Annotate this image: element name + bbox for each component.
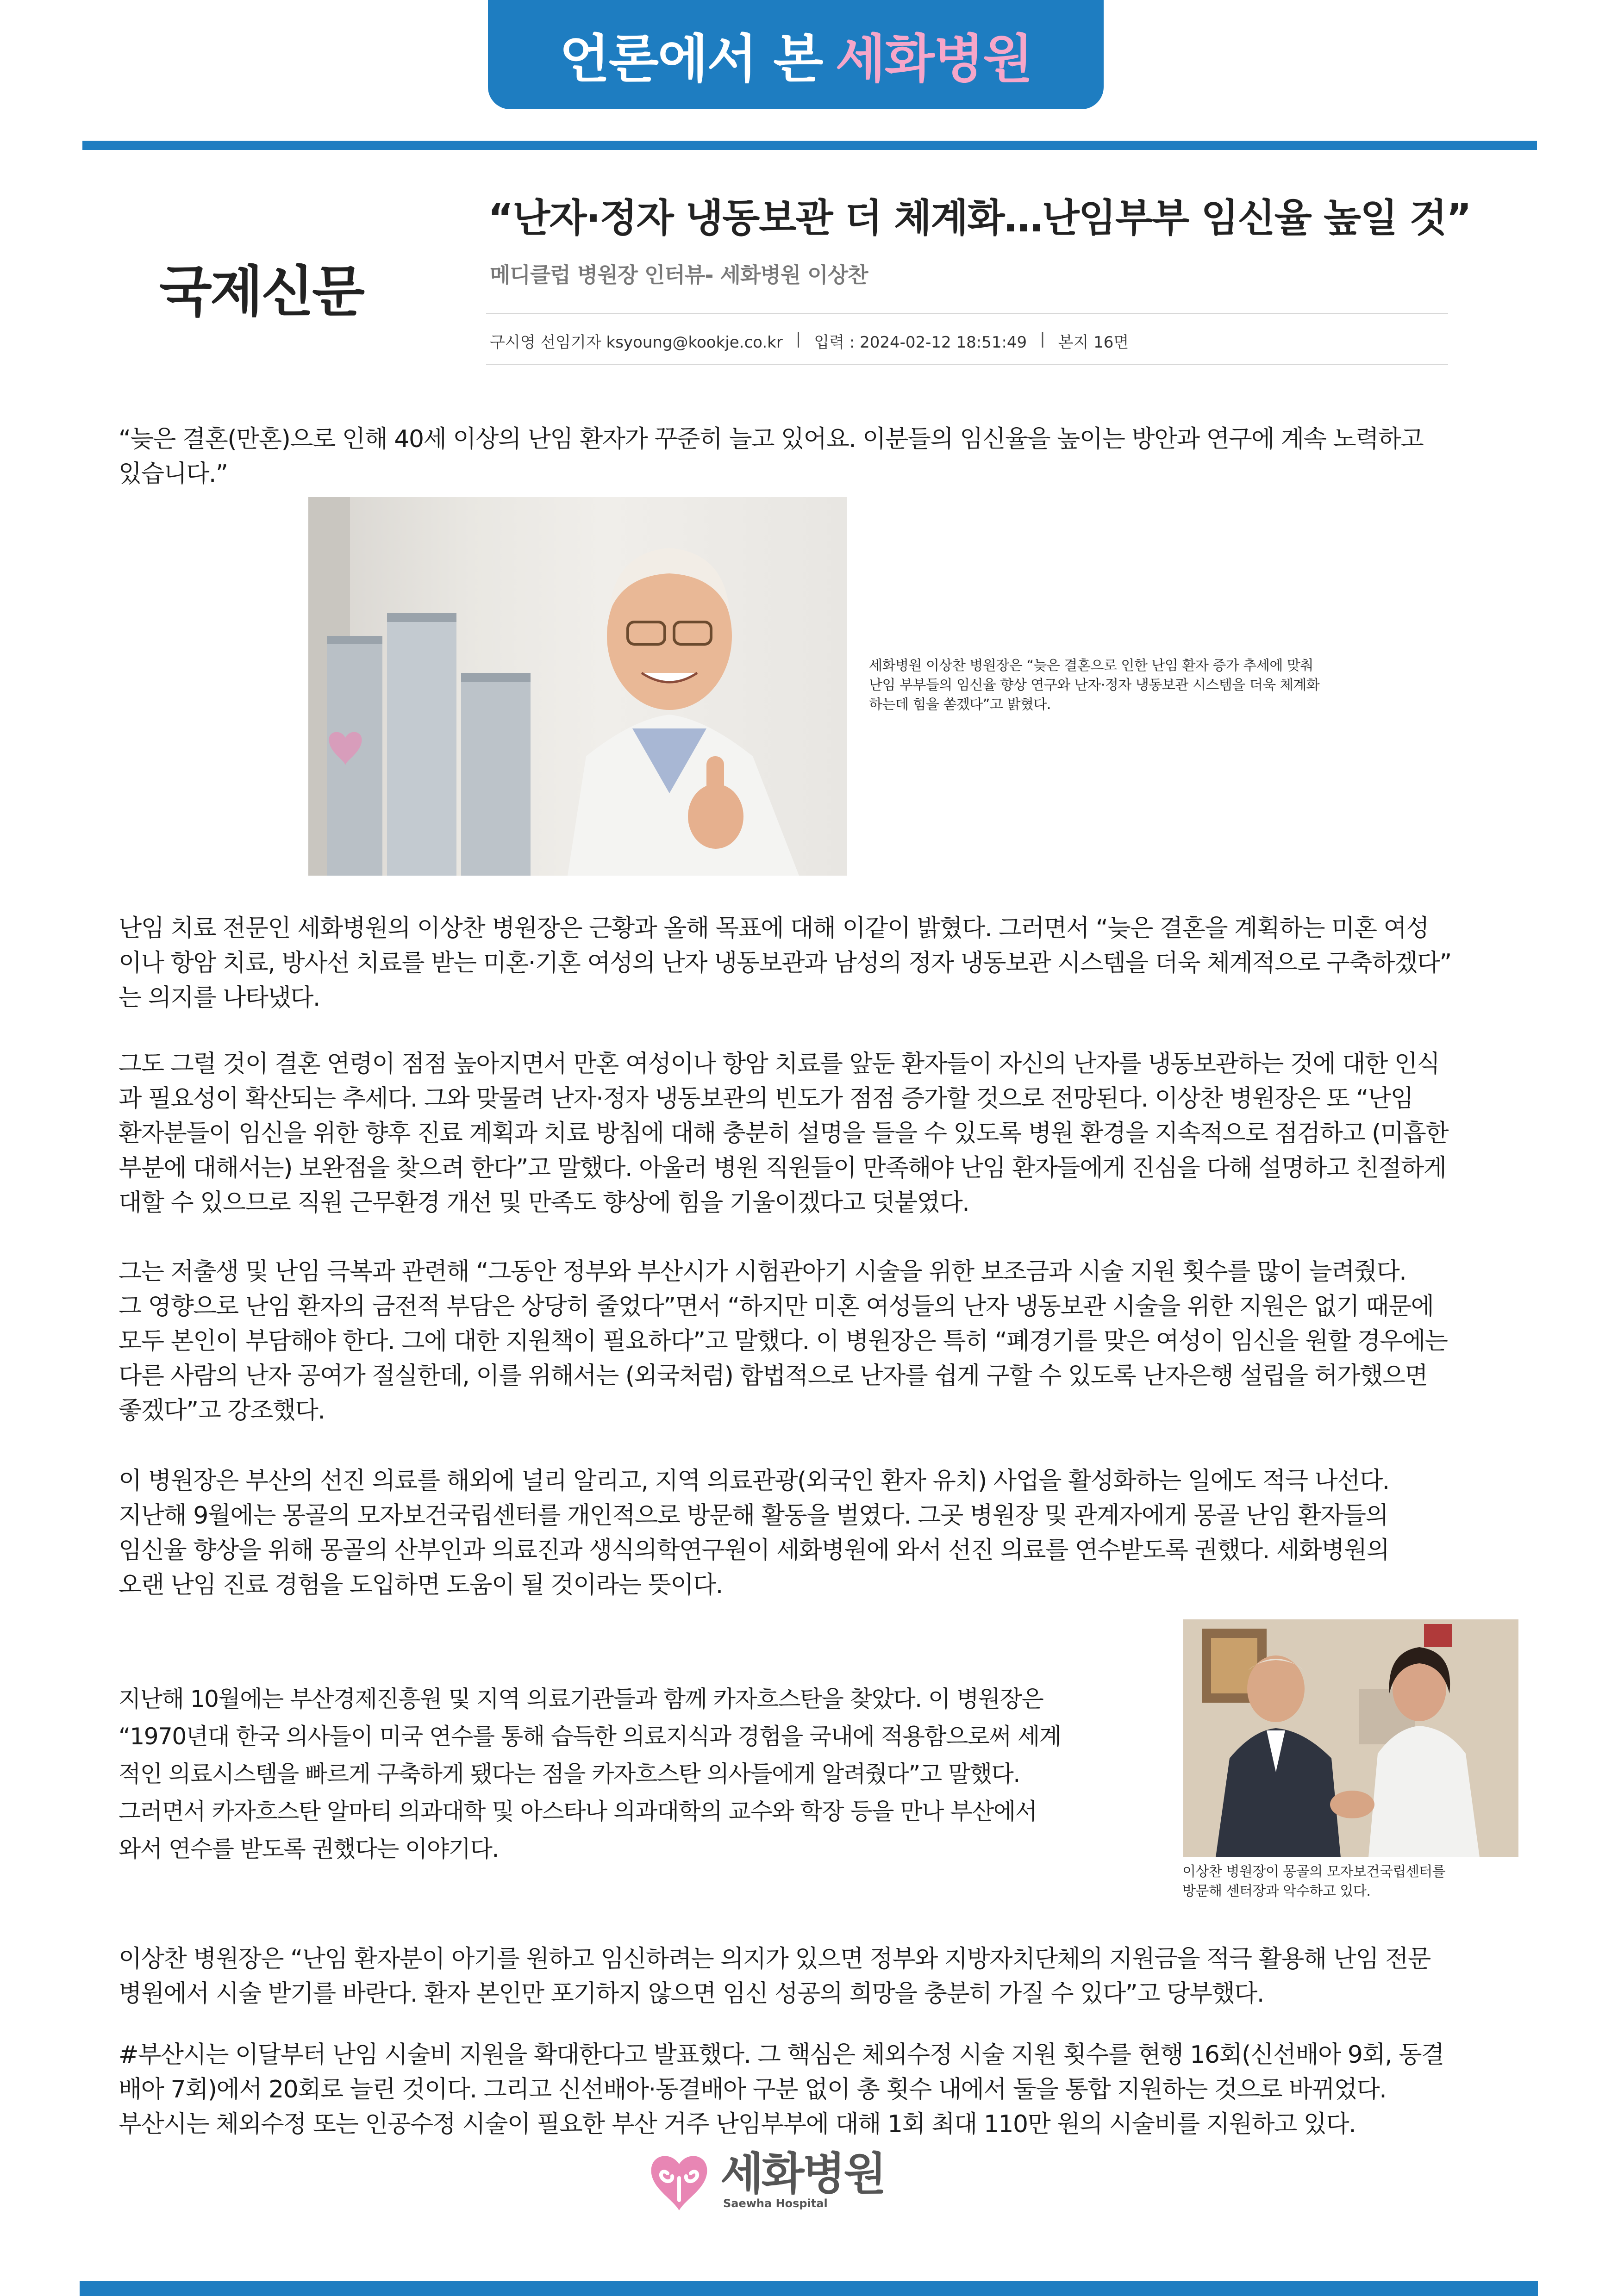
meta-date: 입력 : 2024-02-12 18:51:49: [814, 333, 1027, 352]
article-headline: “난자·정자 냉동보관 더 체계화…난임부부 임신율 높일 것”: [488, 195, 1471, 241]
paragraph-line: 병원에서 시술 받기를 바란다. 환자 본인만 포기하지 않으면 임신 성공의 희망을 충분히 가질 수 있다”고 당부했다.: [119, 1980, 1264, 2008]
hospital-logo: [644, 2146, 941, 2215]
director-portrait-photo: [308, 497, 847, 876]
paragraph-line: 부분에 대해서는) 보완점을 찾으려 한다”고 말했다. 아울러 병원 직원들이 만족해야 난임 환자들에게 진심을 다해 설명하고 친절하게: [119, 1154, 1446, 1182]
hospital-emblem-icon: [644, 2146, 714, 2215]
caption-line: 난임 부부들의 임신율 향상 연구와 난자·정자 냉동보관 시스템을 더욱 체계화: [869, 677, 1320, 693]
meta-separator: |: [795, 330, 801, 348]
caption-line: 이상찬 병원장이 몽골의 모자보건국립센터를: [1182, 1864, 1446, 1880]
paragraph-line: 부산시는 체외수정 또는 인공수정 시술이 필요한 부산 거주 난임부부에 대해 1회 최대 110만 원의 시술비를 지원하고 있다.: [119, 2110, 1356, 2138]
body-paragraph: [119, 1464, 1389, 1603]
paragraph-line: 그는 저출생 및 난임 극복과 관련해 “그동안 정부와 부산시가 시험관아기 시술을 위한 보조금과 시술 지원 횟수를 많이 늘려줬다.: [119, 1258, 1406, 1286]
paragraph-line: 오랜 난임 진료 경험을 도입하면 도움이 될 것이라는 뜻이다.: [119, 1571, 723, 1599]
caption-line: 하는데 힘을 쏟겠다”고 밝혔다.: [869, 697, 1051, 713]
paragraph-line: 있습니다.”: [119, 460, 228, 488]
newspaper-name: 국제신문: [159, 259, 363, 324]
paragraph-line: 좋겠다”고 강조했다.: [119, 1397, 325, 1425]
logo-name-korean: 세화병원: [720, 2148, 885, 2200]
paragraph-line: “늦은 결혼(만혼)으로 인해 40세 이상의 난임 환자가 꾸준히 늘고 있어요. 이분들의 임신율을 높이는 방안과 연구에 계속 노력하고: [119, 425, 1424, 453]
body-paragraph: [119, 1047, 1448, 1220]
paragraph-line: 와서 연수를 받도록 권했다는 이야기다.: [119, 1836, 499, 1862]
handshake-caption: [1182, 1862, 1445, 1901]
paragraph-line: 모두 본인이 부담해야 한다. 그에 대한 지원책이 필요하다”고 말했다. 이 병원장은 특히 “폐경기를 맞은 여성이 임신을 원할 경우에는: [119, 1327, 1448, 1355]
paragraph-line: 지난해 10월에는 부산경제진흥원 및 지역 의료기관들과 함께 카자흐스탄을 찾았다. 이 병원장은: [119, 1686, 1043, 1712]
paragraph-line: 그도 그럴 것이 결혼 연령이 점점 높아지면서 만혼 여성이나 항암 치료를 앞둔 환자들이 자신의 난자를 냉동보관하는 것에 대한 인식: [119, 1050, 1440, 1078]
paragraph-line: 임신율 향상을 위해 몽골의 산부인과 의료진과 생식의학연구원이 세화병원에 와서 선진 의료를 연수받도록 권했다. 세화병원의: [119, 1537, 1389, 1564]
body-paragraph: [119, 911, 1451, 1015]
paragraph-line: 이상찬 병원장은 “난임 환자분이 아기를 원하고 임신하려는 의지가 있으면 정부와 지방자치단체의 지원금을 적극 활용해 난임 전문: [119, 1945, 1430, 1973]
paragraph-line: 는 의지를 나타냈다.: [119, 984, 320, 1012]
paragraph-line: 이 병원장은 부산의 선진 의료를 해외에 널리 알리고, 지역 의료관광(외국인 환자 유치) 사업을 활성화하는 일에도 적극 나선다.: [119, 1467, 1389, 1495]
body-paragraph: [119, 1680, 1061, 1868]
meta-divider-top: [486, 313, 1448, 314]
paragraph-line: 적인 의료시스템을 빠르게 구축하게 됐다는 점을 카자흐스탄 의사들에게 알려줬다”고 말했다.: [119, 1761, 1020, 1787]
bottom-divider: [80, 2281, 1538, 2296]
paragraph-line: 과 필요성이 확산되는 추세다. 그와 맞물려 난자·정자 냉동보관의 빈도가 점점 증가할 것으로 전망된다. 이상찬 병원장은 또 “난임: [119, 1085, 1413, 1113]
header-title-accent: 세화병원: [835, 29, 1032, 89]
meta-reporter: 구시영 선임기자 ksyoung@kookje.co.kr: [490, 333, 783, 352]
paragraph-line: 환자분들이 임신을 위한 향후 진료 계획과 치료 방침에 대해 충분히 설명을 들을 수 있도록 병원 환경을 지속적으로 점검하고 (미흡한: [119, 1120, 1449, 1147]
meta-separator: |: [1040, 330, 1045, 348]
portrait-illustration: [308, 497, 847, 876]
header-title: 언론에서 본: [559, 29, 823, 89]
caption-line: 방문해 센터장과 악수하고 있다.: [1182, 1883, 1371, 1899]
caption-line: 세화병원 이상찬 병원장은 “늦은 결혼으로 인한 난임 환자 증가 추세에 맞춰: [869, 658, 1313, 674]
paragraph-line: 배아 7회)에서 20회로 늘린 것이다. 그리고 신선배아·동결배아 구분 없이 총 횟수 내에서 둘을 통합 지원하는 것으로 바뀌었다.: [119, 2076, 1387, 2103]
paragraph-line: 이나 항암 치료, 방사선 치료를 받는 미혼·기혼 여성의 난자 냉동보관과 남성의 정자 냉동보관 시스템을 더욱 체계적으로 구축하겠다”: [119, 949, 1451, 977]
portrait-caption: [869, 656, 1319, 715]
meta-divider-bottom: [486, 364, 1448, 365]
paragraph-line: 지난해 9월에는 몽골의 모자보건국립센터를 개인적으로 방문해 활동을 벌였다. 그곳 병원장 및 관계자에게 몽골 난임 환자들의: [119, 1502, 1388, 1530]
paragraph-line: 대할 수 있으므로 직원 근무환경 개선 및 만족도 향상에 힘을 기울이겠다고 덧붙였다.: [119, 1189, 969, 1217]
body-paragraph: [119, 1942, 1430, 2011]
intro-quote-paragraph: [119, 422, 1423, 492]
meta-page: 본지 16면: [1058, 333, 1129, 352]
paragraph-line: 난임 치료 전문인 세화병원의 이상찬 병원장은 근황과 올해 목표에 대해 이같이 밝혔다. 그러면서 “늦은 결혼을 계획하는 미혼 여성: [119, 915, 1429, 942]
paragraph-line: 그러면서 카자흐스탄 알마티 의과대학 및 아스타나 의과대학의 교수와 학장 등을 만나 부산에서: [119, 1798, 1037, 1825]
logo-name-english: Saewha Hospital: [723, 2197, 828, 2210]
handshake-photo: [1183, 1619, 1518, 1857]
body-paragraph: [119, 2038, 1444, 2142]
paragraph-line: #부산시는 이달부터 난임 시술비 지원을 확대한다고 발표했다. 그 핵심은 체외수정 시술 지원 횟수를 현행 16회(신선배아 9회, 동결: [119, 2041, 1444, 2069]
article-meta: [490, 330, 1129, 352]
article-subheadline: 메디클럽 병원장 인터뷰- 세화병원 이상찬: [490, 262, 868, 287]
paragraph-line: 그 영향으로 난임 환자의 금전적 부담은 상당히 줄었다”면서 “하지만 미혼 여성들의 난자 냉동보관 시술을 위한 지원은 없기 때문에: [119, 1293, 1434, 1320]
handshake-illustration: [1183, 1619, 1518, 1857]
top-divider: [82, 141, 1537, 150]
body-paragraph: [119, 1255, 1448, 1428]
header-banner: [488, 0, 1104, 109]
paragraph-line: “1970년대 한국 의사들이 미국 연수를 통해 습득한 의료지식과 경험을 국내에 적용함으로써 세계: [119, 1723, 1061, 1750]
paragraph-line: 다른 사람의 난자 공여가 절실한데, 이를 위해서는 (외국처럼) 합법적으로 난자를 쉽게 구할 수 있도록 난자은행 설립을 허가했으면: [119, 1362, 1428, 1390]
